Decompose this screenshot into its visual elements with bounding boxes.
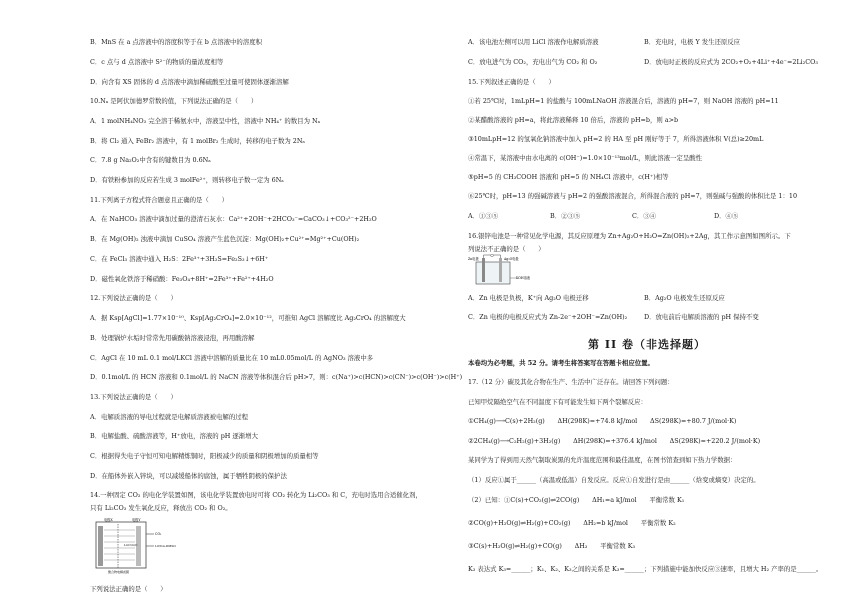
electrode-x-icon [98,526,103,566]
question-15: 15.下列叙述正确的是（ ） [468,78,555,86]
zn-electrode-icon [482,258,485,282]
silver-zinc-battery-figure [468,254,538,288]
choice: B．②③⑤ [550,212,581,220]
figure-label: Ag₂O电极 [504,257,519,261]
choice: C．放电进气为 CO₂，充电出气为 CO₂ 和 O₂ [468,58,598,66]
figure-label: 电极Y [132,518,141,522]
figure-label: 电极X [104,518,113,522]
choice: D．放电前后电解质溶液的 pH 保持不变 [644,313,759,321]
figure-label: LiClO₄-DMSO [155,544,176,548]
question-11: 11.下列离子方程式符合题意且正确的是（ ） [90,196,228,204]
choice: D．④⑤ [714,212,739,220]
question-17: 17.（12 分）碳及其化合物在生产、生活中广泛存在。请回答下列问题： [468,378,674,386]
text-line: D．0.1mol/L 的 HCN 溶液和 0.1mol/L 的 NaCN 溶液等体积混合后 pH>7，则：c(Na⁺)>c(HCN)>c(CN⁻)>c(OH⁻)>c(H⁺) [90,373,463,381]
figure-label: CO₂ [155,532,162,536]
choice: A．①③⑤ [468,212,499,220]
text-line: B．将 Cl₂ 通入 FeBr₂ 溶液中，有 1 molBr₂ 生成时，转移的电子数为 2Nₐ [90,137,305,145]
electrochemical-device-figure [90,516,180,574]
text-line: 某同学为了得到用天然气制取炭黑的允许温度范围和最佳温度，在图书馆查到如下热力学数据： [468,456,737,464]
text-line: B．处理锅炉水垢时常常先用碳酸钠溶液浸泡，再用酸溶解 [90,334,255,342]
text-line: D．在船体外嵌入锌块，可以减缓船体的腐蚀，属于牺牲阴极的保护法 [90,472,287,480]
text-line: C．7.8 g Na₂O₂中含有的键数目为 0.6Nₐ [90,156,211,164]
question-12: 12.下列说法正确的是（ ） [90,294,177,302]
equation: ①CH₄(g)⟶C(s)+2H₂(g) ΔH(298K)=+74.8 kJ/mol ΔS(298K)=+80.7 J/(mol·K) [468,417,737,425]
figure-label: 聚合物电解质膜 [108,570,130,574]
text-line: ③10mLpH=12 的氢氧化钠溶液中加入 pH=2 的 HA 至 pH 刚好等于 7，所得溶液体积 V(总)≥20mL [468,135,764,143]
text-line: （1）反应①属于______（高温或低温）自发反应。反应①自发进行是由______（焓变或熵变）决定的。 [468,476,760,484]
text-line: A．电解质溶液的导电过程就是电解质溶液被电解的过程 [90,413,248,421]
text-line: C．在 FeCl₃ 溶液中通入 H₂S：2Fe³⁺+3H₂S=Fe₂S₃↓+6H⁺ [90,255,269,263]
text-line: B．在 Mg(OH)₂ 浊液中滴加 CuSO₄ 溶液产生蓝色沉淀：Mg(OH)₂+Cu²⁺=Mg²⁺+Cu(OH)₂ [90,235,360,243]
choice: C．③④ [632,212,657,220]
choice: A．Zn 电极是负极，K⁺向 Ag₂O 电极迁移 [468,294,589,302]
question-14: 14.一种固定 CO₂ 的电化学装置如图，该电化学装置放电时可将 CO₂ 转化为 Li₂CO₃ 和 C，充电时选用合适催化剂， [90,491,422,499]
figure-label: Li₂CO₃/C [124,543,138,547]
equation: （2）已知：①C(s)+CO₂(g)⇌2CO(g) ΔH₁=a kJ/mol 平衡常数 K₁ [468,496,685,504]
text-line: ②某醋酸溶液的 pH=a，将此溶液稀释 10 倍后，溶液的 pH=b，则 a>b [468,116,679,124]
question-10: 10.Nₐ 是阿伏加德罗常数的值，下列说法正确的是（ ） [90,97,258,105]
text-line: ⑤pH=5 的 CH₃COOH 溶液和 pH=5 的 NH₄Cl 溶液中，c(H⁺)相等 [468,173,669,181]
text-line: A．在 NaHCO₃ 溶液中滴加过量的澄清石灰水：Ca²⁺+2OH⁻+2HCO₃⁻=CaCO₃↓+CO₃²⁻+2H₂O [90,215,377,223]
text-line: 只有 Li₂CO₃ 发生氧化反应，释放出 CO₂ 和 O₂。 [90,504,232,512]
section-title: 第 II 卷（非选择题） [588,338,706,351]
choice: C．Zn 电极的电极反应式为 Zn-2e⁻+2OH⁻=Zn(OH)₂ [468,313,628,321]
text-line: A．据 Ksp[AgCl]=1.77×10⁻¹⁰、Ksp[Ag₂CrO₄]=2.0×10⁻¹²，可推知 AgCl 溶解度比 Ag₂CrO₄ 的溶解度大 [90,314,406,322]
text-line: ⑥25℃时，pH=13 的强碱溶液与 pH=2 的强酸溶液混合，所得混合液的 pH=7，则强碱与强酸的体积比是 1：10 [468,192,798,200]
equation: ②CO(g)+H₂O(g)⇌H₂(g)+CO₂(g) ΔH₂=b kJ/mol 平衡常数 K₂ [468,519,676,527]
text-line: C．AgCl 在 10 mL 0.1 mol/LKCl 溶液中溶解的质量比在 10 mL0.05mol/L 的 AgNO₃ 溶液中多 [90,354,374,362]
text-line: A．1 molNH₄NO₃ 完全溶于稀氨水中，溶液呈中性，溶液中 NH₄⁺ 的数目为 Nₐ [90,117,321,125]
text-line: D．向含有 XS 固体的 d 点溶液中滴加稀硫酸至过量可使固体逐渐溶解 [90,78,289,86]
text-line: C．c 点与 d 点溶液中 S²⁻的物质的量浓度相等 [90,58,224,66]
text-line: 下列说法正确的是（ ） [90,585,167,593]
choice: B．Ag₂O 电极发生还原反应 [644,294,725,302]
figure-label: KOH溶液 [516,276,531,280]
text-line: 列说法不正确的是（ ） [468,245,545,253]
equation: ②2CH₄(g)⟶C₂H₂(g)+3H₂(g) ΔH(298K)=+376.4 kJ/mol ΔS(298K)=+220.2 J/(mol·K) [468,437,761,445]
equation: ③C(s)+H₂O(g)⇌H₂(g)+CO(g) ΔH₃ 平衡常数 K₃ [468,542,636,550]
question-13: 13.下列说法正确的是（ ） [90,393,177,401]
choice: D．放电时正极的反应式为 2CO₂+O₂+4Li⁺+4e⁻=2Li₂CO₃ [644,58,818,66]
text-line: ①若 25℃时，1mLpH=1 的盐酸与 100mLNaOH 溶液混合后，溶液的 pH=7，则 NaOH 溶液的 pH=11 [468,97,779,105]
text-line: D．有铁粉参加的反应若生成 3 molFe²⁺，则转移电子数一定为 6Nₐ [90,176,284,184]
text-line: B．电解盐酸、硫酸溶液等，H⁺放电，溶液的 pH 逐渐增大 [90,432,258,440]
section-note: 本卷均为必考题，共 52 分。请考生将答案写在答题卡相应位置。 [468,359,654,367]
text-line: D．磁性氧化铁溶于稀硝酸：Fe₃O₄+8H⁺=2Fe³⁺+Fe²⁺+4H₂O [90,275,274,283]
choice: A．该电池左侧可以用 LiCl 溶液作电解质溶液 [468,38,599,46]
text-line: ④常温下，某溶液中由水电离的 c(OH⁻)=1.0×10⁻¹³mol/L，则此溶液一定呈酸性 [468,154,703,162]
text-line: K₃ 表达式 K₃=______；K₁、K₂、K₃之间的关系是 K₃=______；下列措施中能加快反应③速率，且增大 H₂ 产率的是______。 [468,565,823,573]
ag2o-electrode-icon [499,258,502,282]
text-line: C．根据得失电子守恒可知电解精炼铜时，阳极减少的质量和阴极增加的质量相等 [90,452,319,460]
text-line: 已知甲烷隔绝空气在不同温度下有可能发生如下两个裂解反应： [468,398,647,406]
choice: B．充电时，电极 Y 发生还原反应 [644,38,741,46]
text-line: B．MnS 在 a 点溶液中的溶度积等于在 b 点溶液中的溶度积 [90,38,262,46]
question-16: 16.银锌电池是一种常见化学电源，其反应原理为 Zn+Ag₂O+H₂O=Zn(OH)₂+2Ag，其工作示意图如图所示。下 [468,232,791,240]
figure-label: Zn电极 [468,257,479,261]
